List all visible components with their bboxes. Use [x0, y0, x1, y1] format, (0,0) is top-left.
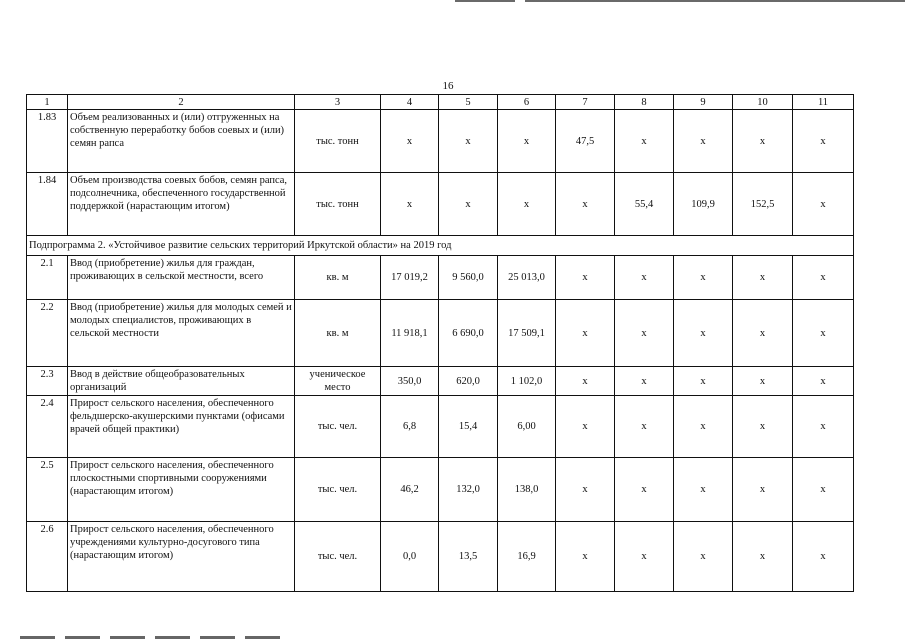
value-cell: 620,0 — [439, 367, 498, 396]
value-cell: 11 918,1 — [381, 300, 439, 367]
unit-cell: тыс. чел. — [295, 396, 381, 458]
value-cell: х — [615, 522, 674, 592]
header-cell: 1 — [27, 95, 68, 110]
value-cell: х — [381, 173, 439, 236]
value-cell: 17 019,2 — [381, 256, 439, 300]
value-cell: х — [615, 256, 674, 300]
header-cell: 11 — [793, 95, 854, 110]
value-cell: х — [674, 110, 733, 173]
subprogram-row — [27, 236, 854, 256]
value-cell: х — [793, 396, 854, 458]
value-cell: 25 013,0 — [498, 256, 556, 300]
value-cell: 9 560,0 — [439, 256, 498, 300]
value-cell: х — [793, 110, 854, 173]
indicator-name: Прирост сельского населения, обеспеченного фельдшерско-акушерскими пунктами (офисами врачей общей практики) — [68, 396, 295, 458]
value-cell: х — [556, 256, 615, 300]
unit-cell: тыс. чел. — [295, 522, 381, 592]
table-row — [27, 300, 854, 367]
value-cell: х — [733, 256, 793, 300]
row-number: 2.1 — [27, 256, 68, 300]
value-cell: х — [615, 458, 674, 522]
value-cell: х — [793, 522, 854, 592]
table-row — [27, 256, 854, 300]
value-cell: 47,5 — [556, 110, 615, 173]
indicator-name: Прирост сельского населения, обеспеченного учреждениями культурно-досугового типа (нарастающим итогом) — [68, 522, 295, 592]
subprogram-title: Подпрограмма 2. «Устойчивое развитие сельских территорий Иркутской области» на 2019 год — [27, 236, 854, 256]
value-cell: х — [674, 522, 733, 592]
header-cell: 2 — [68, 95, 295, 110]
table-row — [27, 173, 854, 236]
value-cell: х — [556, 396, 615, 458]
value-cell: х — [556, 458, 615, 522]
unit-cell: тыс. чел. — [295, 458, 381, 522]
unit-cell: ученическое место — [295, 367, 381, 396]
value-cell: х — [733, 522, 793, 592]
value-cell: 138,0 — [498, 458, 556, 522]
value-cell: х — [674, 300, 733, 367]
indicator-name: Прирост сельского населения, обеспеченного плоскостными спортивными сооружениями (нарастающим итогом) — [68, 458, 295, 522]
indicator-name: Объем реализованных и (или) отгруженных на собственную переработку бобов соевых и (или) семян рапса — [68, 110, 295, 173]
unit-cell: тыс. тонн — [295, 110, 381, 173]
value-cell: х — [615, 110, 674, 173]
value-cell: 350,0 — [381, 367, 439, 396]
value-cell: х — [733, 458, 793, 522]
value-cell: х — [793, 458, 854, 522]
value-cell: х — [439, 173, 498, 236]
value-cell: 55,4 — [615, 173, 674, 236]
value-cell: х — [556, 367, 615, 396]
value-cell: х — [615, 300, 674, 367]
value-cell: 13,5 — [439, 522, 498, 592]
value-cell: х — [556, 173, 615, 236]
table-row — [27, 367, 854, 396]
header-cell: 9 — [674, 95, 733, 110]
header-cell: 5 — [439, 95, 498, 110]
unit-cell: кв. м — [295, 300, 381, 367]
header-cell: 10 — [733, 95, 793, 110]
row-number: 2.2 — [27, 300, 68, 367]
indicator-name: Объем производства соевых бобов, семян рапса, подсолнечника, обеспеченного государственной поддержкой (нарастающим итогом) — [68, 173, 295, 236]
value-cell: х — [498, 173, 556, 236]
value-cell: х — [674, 256, 733, 300]
value-cell: 16,9 — [498, 522, 556, 592]
header-cell: 4 — [381, 95, 439, 110]
page-number: 16 — [442, 80, 454, 92]
value-cell: 132,0 — [439, 458, 498, 522]
row-number: 1.84 — [27, 173, 68, 236]
value-cell: х — [381, 110, 439, 173]
unit-cell: кв. м — [295, 256, 381, 300]
scan-edge-line-bottom — [20, 636, 290, 639]
row-number: 1.83 — [27, 110, 68, 173]
value-cell: 152,5 — [733, 173, 793, 236]
value-cell: х — [793, 300, 854, 367]
header-cell: 3 — [295, 95, 381, 110]
table-header-row — [27, 95, 854, 110]
value-cell: х — [439, 110, 498, 173]
value-cell: 1 102,0 — [498, 367, 556, 396]
scan-edge-line-top — [455, 0, 905, 2]
header-cell: 7 — [556, 95, 615, 110]
indicator-name: Ввод в действие общеобразовательных организаций — [68, 367, 295, 396]
value-cell: х — [793, 367, 854, 396]
value-cell: 17 509,1 — [498, 300, 556, 367]
value-cell: 6,00 — [498, 396, 556, 458]
value-cell: 6,8 — [381, 396, 439, 458]
value-cell: 0,0 — [381, 522, 439, 592]
value-cell: х — [793, 173, 854, 236]
row-number: 2.5 — [27, 458, 68, 522]
table-row — [27, 522, 854, 592]
row-number: 2.4 — [27, 396, 68, 458]
value-cell: х — [733, 396, 793, 458]
value-cell: х — [733, 300, 793, 367]
table-row — [27, 110, 854, 173]
header-cell: 8 — [615, 95, 674, 110]
value-cell: 15,4 — [439, 396, 498, 458]
value-cell: х — [556, 522, 615, 592]
value-cell: 46,2 — [381, 458, 439, 522]
value-cell: х — [733, 367, 793, 396]
value-cell: 6 690,0 — [439, 300, 498, 367]
value-cell: х — [793, 256, 854, 300]
row-number: 2.3 — [27, 367, 68, 396]
indicator-name: Ввод (приобретение) жилья для граждан, проживающих в сельской местности, всего — [68, 256, 295, 300]
value-cell: 109,9 — [674, 173, 733, 236]
value-cell: х — [615, 367, 674, 396]
table-row — [27, 396, 854, 458]
row-number: 2.6 — [27, 522, 68, 592]
unit-cell: тыс. тонн — [295, 173, 381, 236]
indicators-table — [26, 94, 854, 592]
value-cell: х — [615, 396, 674, 458]
indicator-name: Ввод (приобретение) жилья для молодых семей и молодых специалистов, проживающих в сельской местности — [68, 300, 295, 367]
value-cell: х — [674, 367, 733, 396]
header-cell: 6 — [498, 95, 556, 110]
value-cell: х — [674, 458, 733, 522]
value-cell: х — [674, 396, 733, 458]
table-row — [27, 458, 854, 522]
value-cell: х — [556, 300, 615, 367]
value-cell: х — [498, 110, 556, 173]
value-cell: х — [733, 110, 793, 173]
